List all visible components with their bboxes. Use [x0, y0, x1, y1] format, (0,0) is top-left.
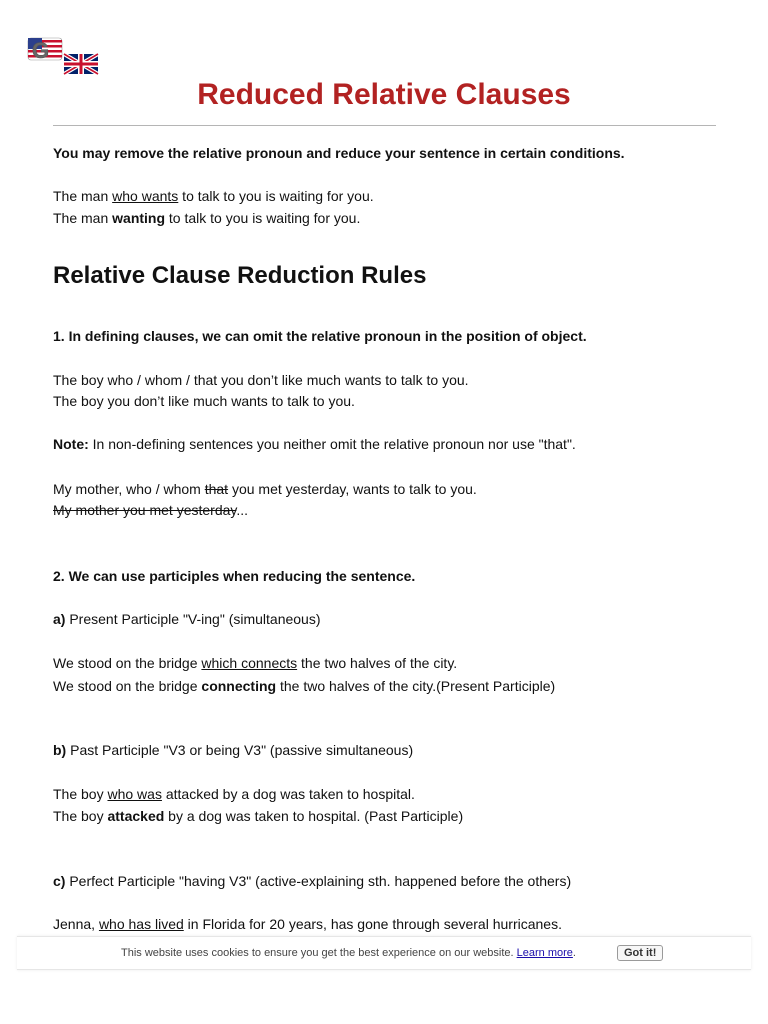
rule-1-example-2: The boy you don’t like much wants to talk to you. [53, 393, 355, 409]
text-segment: you met yesterday, wants to talk to you. [228, 481, 477, 497]
sub-label: c) [53, 873, 66, 889]
text-segment: attacked by a dog was taken to hospital. [161, 786, 415, 802]
text-segment: We stood on the bridge [53, 678, 202, 694]
bold-participle: connecting [201, 678, 277, 694]
rule-1-note [53, 435, 576, 453]
rule-2-title: 2. We can use participles when reducing the sentence. [53, 568, 416, 584]
rule-1-example-3 [53, 480, 477, 498]
title-divider [53, 125, 716, 126]
sub-label: b) [53, 742, 67, 758]
sub-text: Perfect Participle "having V3" (active-explaining sth. happened before the others) [65, 873, 572, 889]
underlined-clause: which connects [201, 655, 298, 671]
learn-more-link[interactable]: Learn more [516, 947, 573, 959]
text-segment: My mother, who / whom [53, 481, 205, 497]
text-segment: The man [53, 210, 113, 226]
text-segment: The man [53, 188, 113, 204]
underlined-clause: who wants [112, 188, 179, 204]
page-title: Reduced Relative Clauses [197, 78, 571, 111]
sub-text: Present Participle "V-ing" (simultaneous) [65, 611, 321, 627]
got-it-button[interactable]: Got it! [617, 945, 663, 961]
rule-2a-example-2 [53, 677, 555, 695]
svg-text:G: G [32, 38, 50, 63]
underlined-clause: who has lived [98, 916, 184, 932]
rule-2c-example-1 [53, 915, 562, 933]
sub-text: Past Participle "V3 or being V3" (passive simultaneous) [66, 742, 414, 758]
text-segment: We stood on the bridge [53, 655, 202, 671]
rule-1-example-1: The boy who / whom / that you don’t like much wants to talk to you. [53, 372, 469, 388]
text-segment: to talk to you is waiting for you. [178, 188, 374, 204]
text-segment: Jenna, [53, 916, 99, 932]
note-label: Note: [53, 436, 89, 452]
site-logo[interactable] [26, 36, 100, 76]
text-segment: in Florida for 20 years, has gone through several hurricanes. [183, 916, 562, 932]
cookie-message-text: This website uses cookies to ensure you get the best experience on our website. [121, 947, 514, 959]
sub-label: a) [53, 611, 66, 627]
text-segment: by a dog was taken to hospital. (Past Participle) [164, 808, 464, 824]
rule-2a-heading [53, 610, 321, 628]
rule-2c-heading [53, 872, 571, 890]
struck-word: that [204, 481, 229, 497]
intro-example-2 [53, 209, 360, 227]
text-segment: to talk to you is waiting for you. [165, 210, 361, 226]
section-heading: Relative Clause Reduction Rules [53, 262, 427, 289]
rule-1-example-4 [53, 501, 248, 519]
cookie-message [121, 947, 576, 959]
struck-sentence: My mother you met yesterday [53, 502, 237, 518]
text-segment: the two halves of the city. [297, 655, 458, 671]
intro-example-1 [53, 187, 374, 205]
rule-2b-heading [53, 741, 413, 759]
rule-1-title: 1. In defining clauses, we can omit the relative pronoun in the position of object. [53, 328, 587, 344]
text-segment: The boy [53, 786, 108, 802]
text-segment: the two halves of the city.(Present Participle) [276, 678, 556, 694]
cookie-consent-bar [17, 936, 751, 970]
rule-2b-example-1 [53, 785, 415, 803]
cookie-period: . [572, 947, 576, 959]
bold-participle: attacked [107, 808, 165, 824]
intro-statement: You may remove the relative pronoun and reduce your sentence in certain conditions. [53, 145, 625, 161]
flags-logo-icon [26, 36, 100, 76]
underlined-clause: who was [107, 786, 162, 802]
bold-participle: wanting [112, 210, 166, 226]
text-segment: The boy [53, 808, 108, 824]
note-text: In non-defining sentences you neither omit the relative pronoun nor use "that". [88, 436, 576, 452]
text-segment: ... [236, 502, 249, 518]
rule-2a-example-1 [53, 654, 457, 672]
rule-2b-example-2 [53, 807, 463, 825]
